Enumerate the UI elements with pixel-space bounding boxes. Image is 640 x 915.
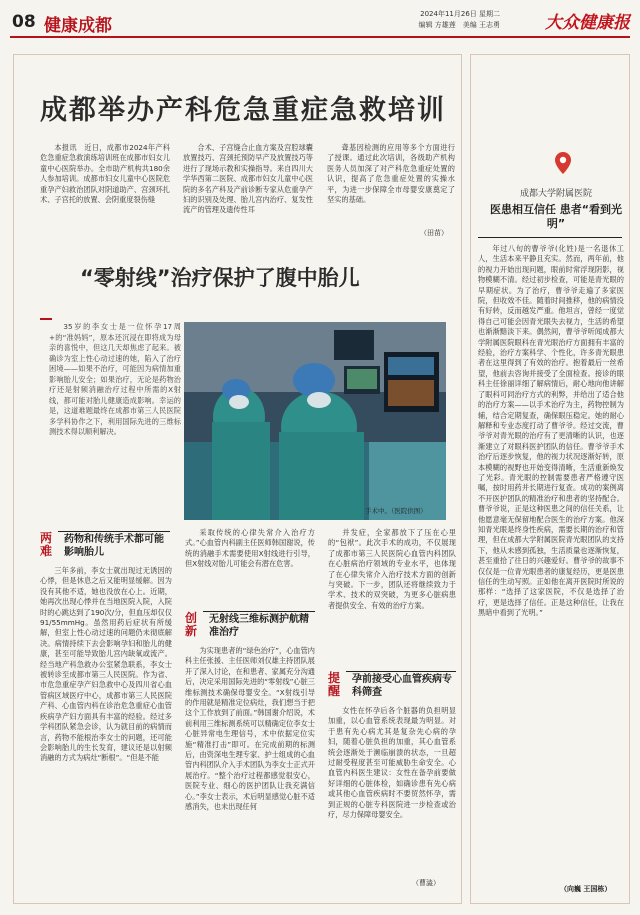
editor-credits: 编辑 方雄莲 美编 王志勇 — [418, 21, 500, 29]
section-title: 健康成都 — [44, 16, 112, 36]
sidebar-headline: 医患相互信任 患者“看到光明” — [489, 203, 623, 230]
sidebar-rule — [478, 237, 622, 238]
surgery-photo — [184, 322, 446, 520]
header-rule — [10, 36, 630, 38]
sidebar-hospital: 成都大学附属医院 — [519, 189, 592, 199]
feature-intro: 35岁的李女士是一位怀孕17周+的“准妈妈”，原本还沉浸在即将成为母亲的喜悦中，但这几天却焦虑了起来。被确诊为室上性心动过速的她，陷入了治疗困境——如果不治疗，可能因为病情加重影响胎儿安全；如果治疗，无论是药物治疗还是射频消融治疗过程中所需的X射线，都可能对胎儿健康造成影响。幸运的是，这道难题最终在成都市第三人民医院多学科协作之下，利用国际先进的三维标测技术得以顺利解决。 — [49, 322, 181, 436]
sidebar-byline: （向巍 王国栋） — [560, 885, 612, 893]
main-headline: 成都举办产科危急重症急救培训 — [40, 95, 446, 126]
subhead-1: 药物和传统手术都可能影响胎儿 — [64, 534, 164, 558]
issue-date: 2024年11月26日 星期二 — [420, 10, 500, 18]
intro-accent — [40, 318, 52, 320]
subhead-mark-2: 创新 — [185, 611, 198, 638]
feature-byline: （曹澁） — [412, 879, 440, 887]
feature-col-2b: 为实现患者的“绿色治疗”，心血管内科主任张援、主任医师刘仅雄主持团队展开了深入讨论，在和患者、家属充分沟通后，决定采用国际先进的“零射线”心脏三维标测技术确保母婴安全。“X射线引导的作用就是精准定位病灶，我们想当于把这个工作放到了前面。”韩国谢介绍说，术前利用三维标测系统可以精确定位李女士心脏异常电生理信号，术中依据定位实施“精准打击”即可。在完成前期的标测后，由资深电生理专家、护士组成的心血管内科团队介入手术团队为李女士正式开展治疗。“整个治疗过程都感觉很安心，医院专业、细心的医护团队让我充满信心。”李女士表示，术后明显感觉心脏不适感消失，也未出现任何 — [185, 646, 315, 812]
feature-col-3a: 并发症，全家都放下了压在心里的“包袱”。此次手术的成功，不仅展现了成都市第三人民医院心血管内科团队在心脏病治疗领域的专业水平，也体现了在心律失常介入治疗技术方面的创新与突破。下一步，团队还将继续致力于学术、技术的双突破，为更多心脏病患者提供安全、有效的治疗方案。 — [328, 528, 456, 610]
subhead-rule-3 — [346, 671, 456, 672]
page-number: 08 — [12, 12, 36, 32]
newspaper-logo: 大众健康报 — [545, 13, 630, 33]
main-byline: （田苗） — [420, 229, 448, 237]
subhead-2: 无射线三维标测护航精准治疗 — [209, 614, 309, 638]
main-col-3: 聋基因检测的应用等多个方面进行了授课。通过此次培训，各级助产机构医务人员加深了对产科危急重症处置的认识，提高了危急重症处置的实操水平，为进一步保障全市母婴安康奠定了坚实的基础。 — [327, 143, 455, 205]
sidebar-body: 年过八旬的曹爷爷(化姓)是一名退休工人，生活本来平静且充实。然而，两年前，他的视力开始出现问题，眼前时常浮现阴影，视物模糊不清。经过初步检查，可能是青光眼的早期症状。为了治疗，曹爷爷走遍了多家医院，但收效不佳。随着时间推移，他的病情没有好转，反而越发严重。他坦言，曾经一度觉得自己可能会因青光眼失去视力，生活的希望也渐渐黯淡下来。偶然间，曹爷爷听闻成都大学附属医院眼科在青光眼治疗方面拥有丰富的经验，治疗方案科学、个性化，许多青光眼患者在这里得到了有效的治疗。抱着最后一丝希望，他前去咨询并接受了全面检查。接诊的眼科主任徐丽详细了解病情后，耐心地向他讲解了眼科可同治疗方式的利弊，并给出了适合他的治疗方案——以手术治疗为主，药物控制为辅，结合定期复查，确保眼压稳定。她的耐心解释和专业态度打动了曹爷爷。经过交流，曹爷爷对青光眼的治疗有了更清晰的认识，也逐渐建立了对眼科医护团队的信任。曹爷爷手术治疗后逐步恢复，他的视力状况逐渐好转，原本模糊的视野也开始变得清晰，生活重新焕发了光彩。青光眼的控制需要患者严格遵守医嘱，按时用药并长期进行复查。成功的案例离不开医护团队的精准治疗和患者的坚持配合。曹爷爷说，正是这种医患之间的信任关系，让他愿意毫无保留地配合医生的治疗方案。他深知青光眼是终身性疾病，需要长期的治疗和管理，但在成都大学附属医院青光眼团队的支持下，他从未感到孤独，生活质量也逐渐恢复，甚至重拾了往日的兴趣爱好。曹爷爷的故事不仅仅是一位青光眼患者的康复经历，更是医患信任的生动写照。正如他在离开医院时所说的那样：“选择了这家医院，不仅是选择了治疗，更是选择了信任。正是这种信任，让我在黑暗中看到了光明。” — [478, 244, 624, 618]
subhead-mark-1: 两难 — [40, 531, 53, 558]
feature-col-2a: 采取传统的心律失常介入治疗方式。”心血管内科副主任医师韩国谢说，传统的消融手术需要使用X射线进行引导，但X射线对胎儿可能会有潜在危害。 — [185, 528, 315, 569]
main-col-2: 合术、子宫缝合止血方案及宫腔球囊放置技巧、宫颈托预防早产及放置技巧等进行了现场示教和实操指导。来自四川大学华西第二医院、成都市妇女儿童中心医院的多名产科及产前诊断专家从危重孕产妇的识别及处理、胎儿宫内治疗、复发性流产的管理及遗传性耳 — [183, 143, 313, 215]
subhead-mark-3: 提醒 — [328, 671, 341, 698]
subhead-3: 孕前接受心血管疾病专科筛查 — [352, 674, 452, 698]
feature-col-3b: 女性在怀孕后各个脏器的负担明显加重，以心血管系统表现最为明显。对于患有先心病尤其是复杂先心病的孕妇，随着心脏负担的加重，其心血管系统会逐渐处于濒临崩溃的状态，一旦超过耐受程度甚至可能威胁生命安全。心血管内科医生建议：女性在备孕前要做好详细的心脏体检，如确诊患有先心病或其他心血管疾病时不要贸然怀孕，需到正规的心脏专科医院进一步检查或治疗，尽力保障母婴安全。 — [328, 706, 456, 820]
subhead-rule-2 — [203, 611, 315, 612]
subhead-rule-1 — [58, 531, 170, 532]
feature-headline: “零射线”治疗保护了腹中胎儿 — [80, 266, 360, 290]
photo-caption: 手术中。（医院供图） — [365, 507, 427, 515]
location-pin-icon — [555, 152, 571, 174]
feature-col-1: 三年多前，李女士就出现过无诱因的心悸，但是休息之后又能明显缓解。因为没有其他不适，她也没放在心上。近期，她再次出现心悸并在当地医院入院，入院时的心跳达到了190次/分，但血压却仅仅91/55mmHg。虽然用药后症状有所缓解，但室上性心动过速的问题仍未彻底解决。病情持续下去会影响孕妇和胎儿的健康，甚至可能导致胎儿宫内缺氧或流产。经当地产科急救办公室紧急联系，李女士被转诊至成都市第三人民医院。作为省、市危急重症孕产妇急救中心及四川省心血管病区域医疗中心，成都市第三人民医院产科、心血管内科在诊治危急重症心血管疾病孕产妇方面具有丰富的经验。经过多学科团队紧急会诊，认为就目前的病情而言，药物不能根治李女士的问题，还可能会影响胎儿的生长发育，建议还是以射频消融的方式为病灶“断根”。“但是不能 — [40, 566, 172, 763]
main-col-1: 本报讯 近日，成都市2024年产科危急重症急救演练培训班在成都市妇女儿童中心医院举办。全市助产机构共180余人参加培训。成都市妇女儿童中心医院危重孕产妇救治团队对阴道助产、宫颈环扎术、子宫托的放置、会阴重度裂伤缝 — [40, 143, 170, 205]
